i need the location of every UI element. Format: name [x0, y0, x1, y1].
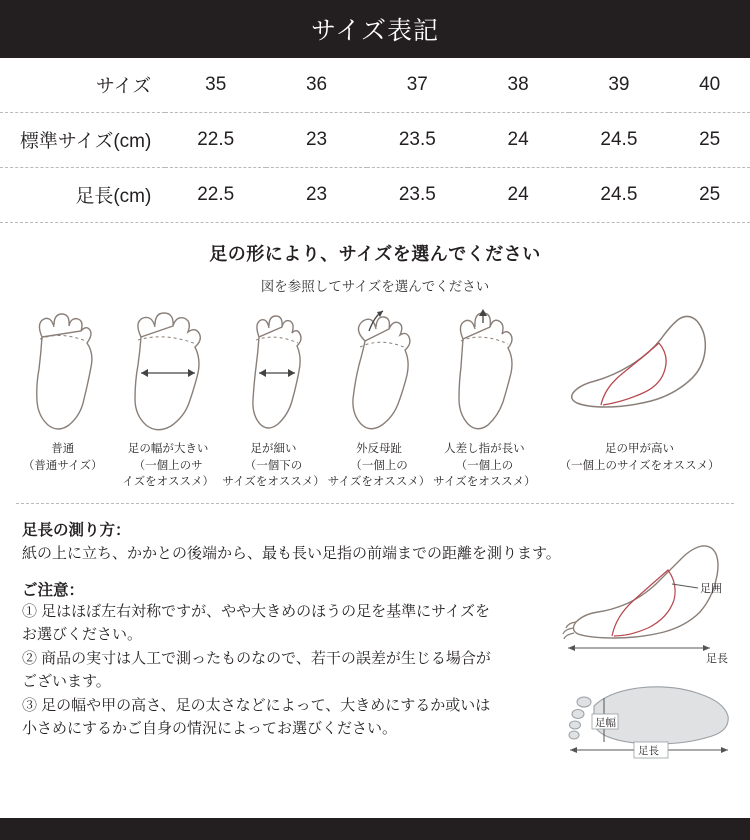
- table-cell: 23.5: [367, 113, 468, 168]
- foot-shape-note1: （一個上の: [455, 459, 514, 472]
- table-cell: 25: [699, 183, 721, 205]
- foot-high-instep-icon: [547, 305, 732, 435]
- measure-heading: 足長の測り方：: [22, 522, 131, 540]
- foot-shape-note2: イズをオススメ）: [122, 476, 215, 489]
- foot-shape-name: 足の甲が高い: [605, 443, 675, 455]
- foot-bunion-icon: [339, 305, 419, 435]
- foot-shape-note2: サイズをオススメ）: [433, 476, 536, 489]
- foot-shape-name: 足が細い: [250, 443, 297, 455]
- foot-shape-item-bunion: [326, 305, 431, 491]
- table-cell: 24: [468, 113, 569, 168]
- row-label: 足長(cm): [75, 186, 152, 207]
- label-foot-length-top: 足長: [706, 653, 728, 665]
- table-cell: 40: [669, 58, 750, 113]
- foot-shape-name: 人差し指が長い: [444, 443, 525, 455]
- page-title: サイズ表記: [310, 17, 439, 45]
- foot-shape-caption: [222, 441, 324, 491]
- table-cell: 23: [266, 113, 367, 168]
- row-label: サイズ: [0, 58, 165, 113]
- foot-shape-caption: [122, 441, 214, 491]
- foot-shape-item-wide: [115, 305, 220, 491]
- caution-line: ② 商品の実寸は人工で測ったものなので、若干の誤差が生じる場合が: [22, 649, 491, 667]
- foot-shape-note1: （普通サイズ）: [22, 459, 103, 472]
- foot-wide-icon: [125, 305, 211, 435]
- foot-normal-icon: [24, 305, 102, 435]
- caution-line: ③ 足の幅や甲の高さ、足の太さなどによって、大きめにするか或いは: [22, 696, 491, 714]
- table-cell: 23: [305, 183, 328, 205]
- caution-line: ございます。: [22, 673, 111, 691]
- table-cell: 23.5: [398, 183, 436, 205]
- page-title-bar: [0, 0, 750, 58]
- label-instep-girth: 足囲: [700, 583, 722, 595]
- table-cell: 38: [468, 58, 569, 113]
- label-foot-width: 足幅: [595, 717, 616, 729]
- size-table-wrapper: [0, 58, 750, 223]
- table-cell: 36: [266, 58, 367, 113]
- foot-shape-name: 足の幅が大きい: [127, 443, 209, 455]
- foot-shape-gallery: [0, 295, 750, 491]
- size-table: [0, 58, 750, 222]
- table-cell: 24.5: [569, 113, 670, 168]
- row-label: 標準サイズ(cm): [0, 113, 165, 168]
- table-cell: 22.5: [165, 113, 266, 168]
- foot-shape-name: 普通: [51, 443, 75, 455]
- foot-shape-item-high-instep: [537, 305, 742, 474]
- table-cell: 25: [669, 113, 750, 168]
- table-cell: 35: [165, 58, 266, 113]
- foot-shape-note2: サイズをオススメ）: [222, 476, 325, 489]
- table-cell: 22.5: [197, 183, 235, 205]
- bottom-bar: [0, 818, 750, 840]
- table-cell: 37: [367, 58, 468, 113]
- foot-shape-caption: [433, 441, 535, 491]
- shape-section-heading: 足の形により、サイズを選んでください: [209, 244, 541, 264]
- table-cell: 24: [507, 183, 529, 205]
- foot-shape-item-narrow: [221, 305, 326, 491]
- foot-shape-item-normal: [10, 305, 115, 474]
- caution-line: ① 足はほぼ左右対称ですが、やや大きめのほうの足を基準にサイズを: [22, 602, 490, 620]
- table-cell: 39: [569, 58, 670, 113]
- shape-section-subheading: 図を参照してサイズを選んでください: [260, 279, 490, 294]
- foot-shape-note1: （一個下の: [244, 459, 303, 472]
- foot-shape-note1: （一個上のサイズをオススメ）: [559, 459, 720, 472]
- foot-shape-note1: （一個上の: [350, 459, 408, 472]
- caution-line: お選びください。: [22, 626, 143, 644]
- table-row: [0, 168, 750, 223]
- foot-shape-caption: [328, 441, 430, 491]
- caution-line: 小さめにするかご自身の情況によってお選びください。: [22, 720, 398, 738]
- measurement-diagram: [560, 536, 750, 776]
- table-cell: 24.5: [600, 183, 638, 205]
- foot-shape-note2: サイズをオススメ）: [327, 476, 431, 489]
- foot-long-toe-icon: [445, 305, 523, 435]
- foot-shape-name: 外反母趾: [355, 443, 402, 455]
- table-row: [0, 113, 750, 168]
- foot-shape-caption: [23, 441, 103, 474]
- caution-heading: ご注意：: [22, 581, 85, 599]
- table-row: [0, 58, 750, 113]
- foot-shape-caption: [560, 441, 720, 474]
- label-foot-length-bottom: 足長: [638, 745, 659, 757]
- foot-narrow-icon: [239, 305, 309, 435]
- foot-shape-item-long-toe: [432, 305, 537, 491]
- foot-shape-note1: （一個上のサ: [133, 459, 203, 472]
- measure-text: 紙の上に立ち、かかとの後端から、最も長い足指の前端までの距離を測ります。: [22, 545, 561, 563]
